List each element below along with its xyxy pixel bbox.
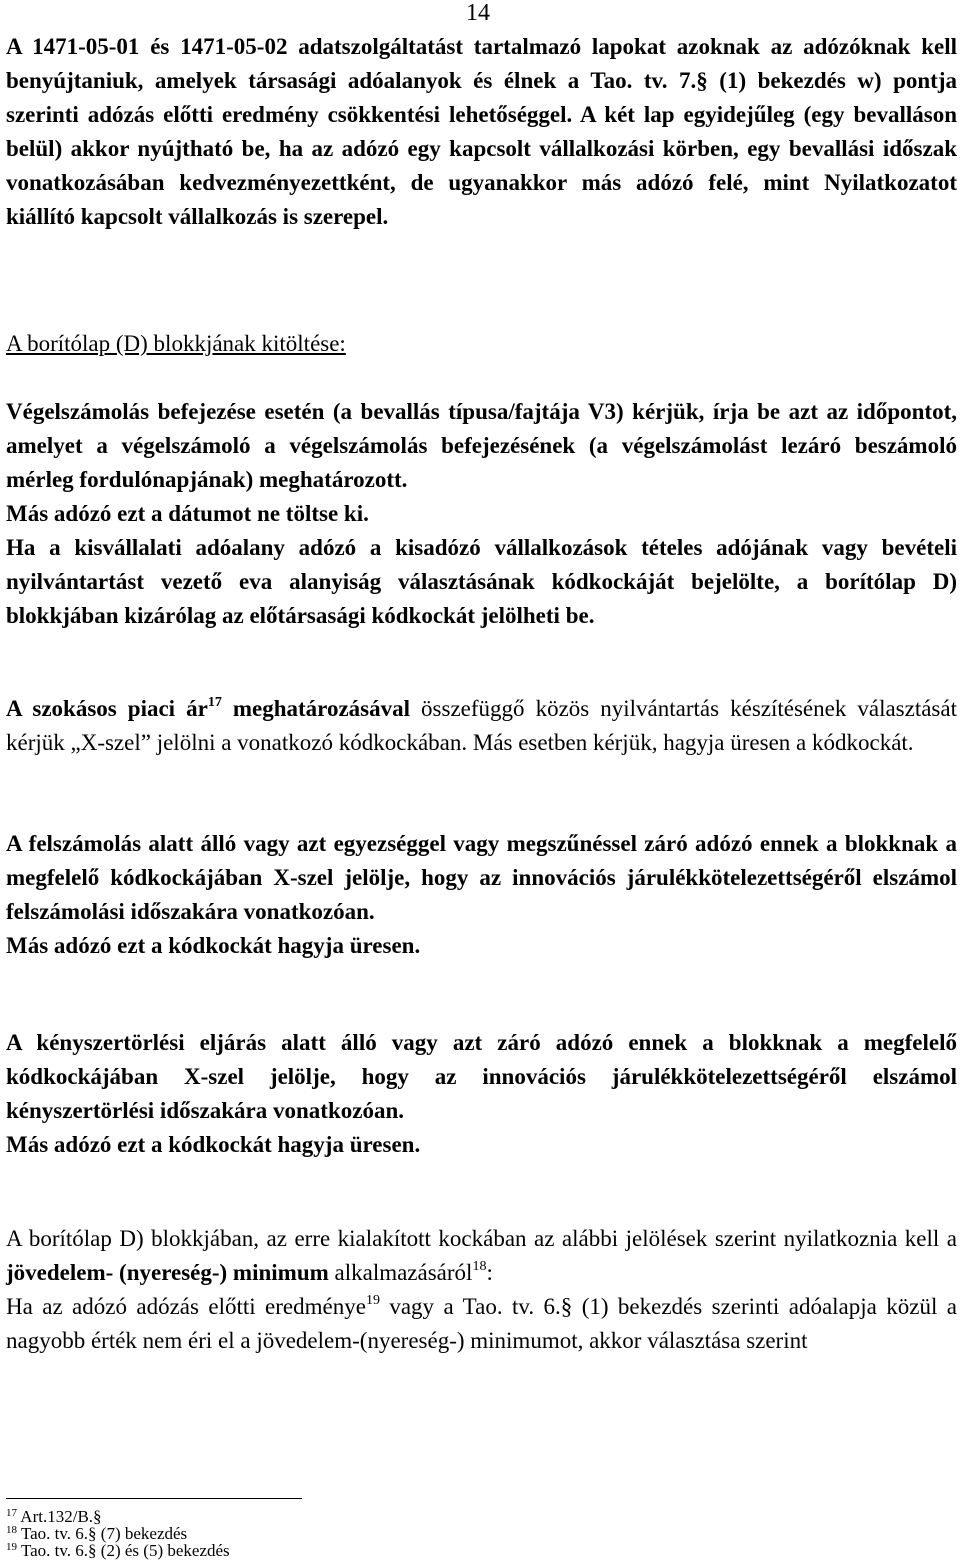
footnote-number: 17	[6, 1507, 17, 1519]
footnote-18	[6, 1525, 230, 1542]
footnote-17	[6, 1508, 230, 1525]
paragraph-kisvallalati	[6, 531, 957, 633]
vegelszamolas-note: Más adózó ezt a dátumot ne töltse ki.	[6, 501, 369, 526]
footnote-text: Art.132/B.§	[17, 1507, 102, 1526]
footnote-separator	[6, 1498, 302, 1499]
footnote-text: Tao. tv. 6.§ (2) és (5) bekezdés	[17, 1541, 230, 1560]
paragraph-jovedelem-minimum	[6, 1222, 957, 1358]
paragraph-intro: A 1471-05-01 és 1471-05-02 adatszolgáltatást tartalmazó lapokat azoknak az adózóknak kell benyújtaniuk, amelyek társasági adóalanyok és élnek a Tao. tv. 7.§ (1) bekezdés w) pontja szerinti adózás előtti eredmény csökkentési lehetőséggel.	[6, 34, 957, 127]
vegelszamolas-text: Végelszámolás befejezése esetén (a bevallás típusa/fajtája V3) kérjük, írja be azt az időpontot, amelyet a végelszámoló a végelszámolás befejezésének (a végelszámolást lezáró beszámoló mérleg fordulónapjának) meghatározott.	[6, 399, 957, 492]
szokasos-bold-tail: meghatározásával	[221, 696, 411, 721]
page-number: 14	[466, 0, 490, 26]
footnote-ref-17[interactable]: 17	[207, 695, 222, 710]
kisvallalati-text: Ha a kisvállalati adóalany adózó a kisadózó vállalkozások tételes adójának vagy bevételi nyilvántartást vezető eva alanyiság választásának kódkockáját bejelölte, a borítólap D) blokkjában kizárólag az előtársasági kódkockát jelölheti be.	[6, 535, 957, 628]
jovedelem-part3: :	[486, 1260, 493, 1285]
jovedelem-line2b: vagy a Tao. tv. 6.§ (1) bekezdés szerinti adóalapja közül a nagyobb érték nem éri el a jövedelem-(nyereség-) minimumot, akkor választása szerint	[6, 1294, 957, 1353]
jovedelem-bold: jövedelem- (nyereség-) minimum	[6, 1260, 329, 1285]
paragraph-szokasos-piaci-ar	[6, 692, 957, 760]
felszamolas-note: Más adózó ezt a kódkockát hagyja üresen.	[6, 933, 421, 958]
jovedelem-line2a: Ha az adózó adózás előtti eredménye	[6, 1294, 366, 1319]
jovedelem-part1: A borítólap D) blokkjában, az erre kialakított kockában az alábbi jelölések szerint nyilatkoznia kell a	[6, 1226, 957, 1251]
paragraph-felszamolas	[6, 827, 957, 963]
footnote-ref-18[interactable]: 18	[472, 1259, 487, 1274]
footnotes	[6, 1508, 230, 1559]
kenyszertorles-note: Más adózó ezt a kódkockát hagyja üresen.	[6, 1132, 421, 1157]
jovedelem-part2: alkalmazásáról	[328, 1260, 473, 1285]
paragraph-rest: A két lap egyidejűleg (egy bevalláson belül) akkor nyújtható be, ha az adózó egy kapcsolt vállalkozási körben, egy bevallási időszak vonatkozásában kedvezményezettként, de ugyanakkor más adózó felé, mint Nyilatkozatot kiállító kapcsolt vállalkozás is szerepel.	[6, 102, 957, 229]
paragraph-vegelszamolas	[6, 395, 957, 531]
section-heading	[6, 327, 957, 361]
szokasos-rest: összefüggő közös nyilvántartás készítésének választását kérjük „X-szel” jelölni a vonatkozó kódkockában. Más esetben kérjük, hagyja üresen a kódkockát.	[6, 696, 957, 755]
footnote-number: 18	[6, 1524, 17, 1536]
heading-d-block: A borítólap (D) blokkjának kitöltése:	[6, 331, 346, 356]
paragraph-adatszolgaltatas	[6, 30, 957, 234]
felszamolas-text: A felszámolás alatt álló vagy azt egyezséggel vagy megszűnéssel záró adózó ennek a blokknak a megfelelő kódkockájában X-szel jelölje, hogy az innovációs járulékkötelezettségéről elszámol felszámolási időszakára vonatkozóan.	[6, 831, 957, 924]
footnote-19	[6, 1542, 230, 1559]
paragraph-kenyszertorles	[6, 1026, 957, 1162]
kenyszertorles-text: A kényszertörlési eljárás alatt álló vagy azt záró adózó ennek a blokknak a megfelelő kódkockájában X-szel jelölje, hogy az innovációs járulékkötelezettségéről elszámol kényszertörlési időszakára vonatkozóan.	[6, 1030, 957, 1123]
footnote-ref-19[interactable]: 19	[365, 1293, 380, 1308]
footnote-number: 19	[6, 1541, 17, 1553]
szokasos-lead: A szokásos piaci ár	[6, 696, 208, 721]
footnote-text: Tao. tv. 6.§ (7) bekezdés	[17, 1524, 188, 1543]
